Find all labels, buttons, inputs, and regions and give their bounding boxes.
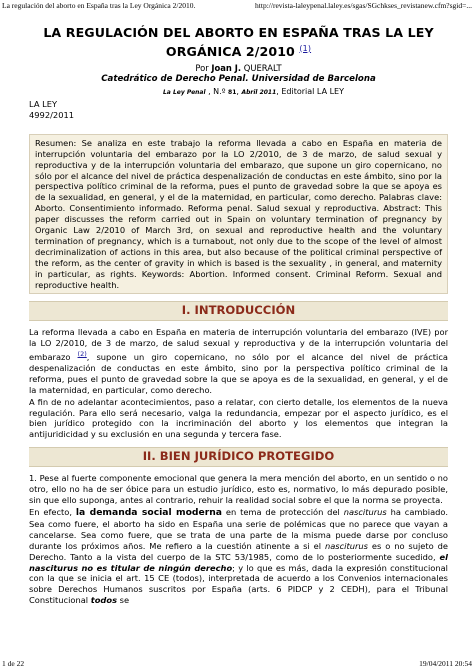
intro-paragraph-1 — [29, 327, 448, 395]
bien-p2-bold-italic: el nasciturus no es titular de ningún derecho — [29, 551, 448, 573]
page-counter: 1 de 22 — [2, 659, 25, 668]
document-id — [29, 99, 448, 121]
document-id-line1: LA LEY — [29, 99, 58, 110]
bien-p2-c: ha cambiado. Sea como fuere, el aborto ha sido en España una serie de polémicas que no parece que vayan a cancelarse. Sea como fuere, que se trata de una parte de la misma puede darse por concluso durante los próximos años. Me refiero a la cuestión atinente a si el — [29, 507, 448, 551]
bien-p2-bold: la demanda social moderna — [75, 507, 223, 519]
bien-p2-e: ; y lo que es más, dada la expresión constitucional con la que se inicia el art. 15 CE (todos), interpretada de acuerdo a los Convenios internacionales sobre Derechos Humanos suscritos por España (arts. 6 PIDCP y 2 CEDH), para el Tribunal Constitucional — [29, 562, 448, 606]
intro-p1-after: , supone un giro copernicano, no sólo por el alcance del nivel de práctica despenalización de conductas en este ámbito, sino por la perspectiva político criminal de la reforma, pues el punto de gravedad sobre la que se apoya es de la sexualidad, en general, y el de la maternidad, en particular, como derecho. — [29, 352, 448, 395]
author-line — [29, 63, 448, 74]
abstract-box — [29, 134, 448, 295]
abstract-text: Resumen: Se analiza en este trabajo la reforma llevada a cabo en España en materia de interrupción voluntaria del embarazo por la LO 2/2010, de 3 de marzo, de salud sexual y reproductiva y de la interrupción voluntaria del embarazo, que supone un giro copernicano, no sólo por el alcance del nivel de práctica despenalización de conductas en este ámbito, sino por la perspectiva político criminal de la reforma, pues el punto de gravedad sobre la que se apoya es de la sexualidad, en general, y el de la maternidad, en particular, como derecho. Palabras clave: Aborto. Consentimiento informado. Reforma penal. Salud sexual y reproductiva. Abstract: This paper discusses the reform carried out in Spain on voluntary termination of pregnancy by Organic Law 2/2010 of March 3rd, on sexual and reproductive health and the voluntary termination of pregnancy, which is a turnabout, not only due to the scope of the level of almost decriminalization of actions in this area, but also because of the political criminal perspective of the reform, as the center of gravity in which is based is the sexuality , in general, and maternity in particular, as rights. Keywords: Abortion. Informed consent. Criminal Reform. Sexual and reproductive health. — [35, 137, 442, 290]
journal-name: La Ley Penal — [162, 89, 206, 97]
bien-paragraph-1: 1. Pese al fuerte componente emocional que genera la mera mención del aborto, en un sentido o no otro, ello no ha de ser óbice para un estudio jurídico, esto es, normativo, lo más depurado posible, sin que ello suponga, antes al contrario, rehuir la realidad social sobre el que la norma se proyecta. — [29, 473, 448, 506]
browser-print-footer — [2, 658, 472, 670]
intro-p1-before: La reforma llevada a cabo en España en materia de interrupción voluntaria del embarazo (IVE) por la LO 2/2010, de 3 de marzo, de salud sexual y reproductiva y de la interrupción voluntaria del embarazo — [29, 327, 448, 363]
article-content — [29, 22, 448, 606]
bien-p2-todos: todos — [90, 595, 118, 606]
bien-p2-a: En efecto, — [29, 507, 73, 518]
issue-month: Abril 2011 — [241, 89, 277, 97]
print-header-title: La regulación del aborto en España tras la Ley Orgánica 2/2010. — [2, 1, 196, 10]
bien-p2-nasciturus-1: nasciturus — [343, 507, 387, 518]
title-footnote-link[interactable]: (1) — [299, 43, 312, 53]
print-datetime: 19/04/2011 20:54 — [419, 659, 472, 668]
number-label: , N.º — [208, 87, 226, 97]
footnote-2-link[interactable]: (2) — [77, 350, 87, 359]
author-name: Joan J. — [211, 63, 242, 74]
bien-paragraph-2 — [29, 507, 448, 606]
section-heading-bien-juridico: II. BIEN JURÍDICO PROTEGIDO — [29, 447, 448, 467]
author-affiliation: Catedrático de Derecho Penal. Universidad de Barcelona — [101, 74, 376, 85]
publisher: , Editorial LA LEY — [276, 87, 344, 97]
intro-paragraph-2: A fin de no adelantar acontecimientos, paso a relatar, con cierto detalle, los elementos de la nueva regulación. Para ello será necesario, valga la redundancia, empezar por el aspecto jurídico, es el bien jurídico protegido con la incriminación del aborto y los elementos que integran la antijuridicidad y su exclusión en una segunda y tercera fase. — [29, 396, 448, 440]
article-title-text: LA REGULACIÓN DEL ABORTO EN ESPAÑA TRAS LA LEY ORGÁNICA 2/2010 — [43, 25, 434, 59]
section-heading-introduccion: I. INTRODUCCIÓN — [29, 301, 448, 321]
bien-p2-b: en tema de protección del — [225, 507, 340, 518]
bien-p2-nasciturus-2: nasciturus — [324, 540, 368, 551]
bien-p2-d: es o no sujeto de Derecho. Tanto a la vista del cuerpo de la STC 53/1985, como de lo posteriormente sucedido, — [29, 540, 449, 562]
author-prefix: Por — [195, 63, 209, 74]
author-surname: QUERALT — [243, 63, 282, 74]
bien-p2-f: se — [119, 595, 130, 606]
issue-number: 81 — [228, 89, 237, 97]
document-id-line2: 4992/2011 — [29, 109, 75, 120]
print-header-url: http://revista-laleypenal.laley.es/sgas/SGchkses_revistanew.cfm?sgid=... — [255, 1, 472, 10]
publication-reference: La Ley Penal , N.º 81, Abril 2011, Editorial LA LEY — [162, 87, 344, 97]
article-title — [29, 25, 448, 59]
browser-print-header — [2, 0, 472, 11]
